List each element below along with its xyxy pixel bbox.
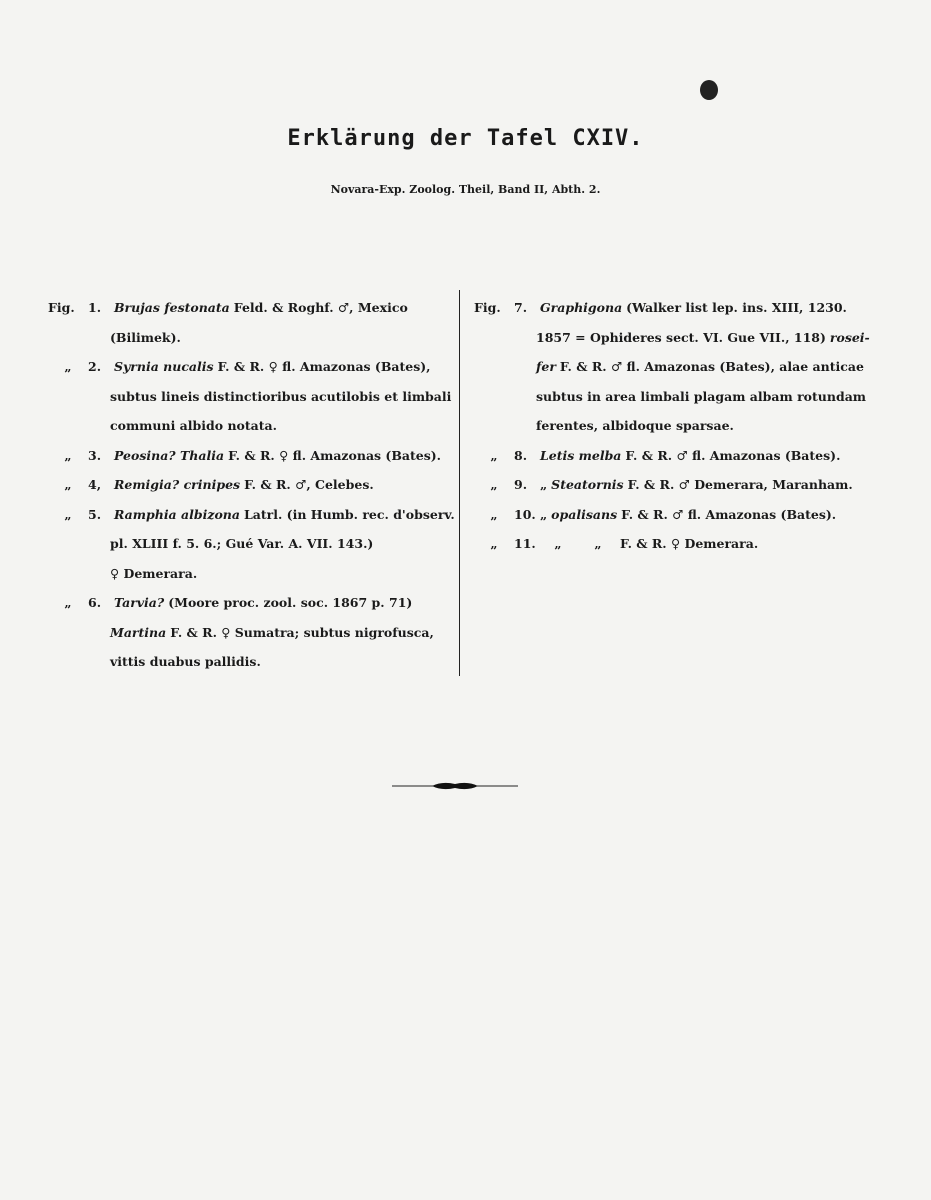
right-column — [474, 293, 884, 559]
entry-text: F. & R. ♀ Demerara. — [619, 536, 759, 551]
entry-line — [48, 647, 458, 677]
entry-line — [48, 618, 458, 648]
entry-text: F. & R. ♀ fl. Amazonas (Bates). — [228, 447, 442, 463]
entry-text: Latrl. (in Humb. rec. d'observ. — [243, 506, 455, 522]
fig-entry-4 — [48, 470, 458, 500]
fig-number: 2. — [88, 359, 102, 374]
entry-text: F. & R. ♂ fl. Amazonas (Bates), alae anticae — [559, 359, 864, 374]
entry-line — [474, 293, 884, 323]
entry-text: ferentes, albidoque sparsae. — [536, 418, 734, 433]
entry-line — [48, 559, 458, 589]
entry-text: F. & R. ♀ fl. Amazonas (Bates), — [217, 359, 431, 374]
species-name: opalisans — [551, 506, 618, 522]
fig-entry-10 — [474, 500, 884, 530]
entry-line — [474, 529, 884, 559]
species-name: rosei- — [829, 329, 870, 345]
fig-number: 9. — [514, 477, 528, 492]
species-name: Brujas festonata — [113, 300, 230, 315]
species-name: Syrnia nucalis — [113, 359, 214, 374]
entry-text: vittis duabus pallidis. — [110, 654, 261, 669]
ditto-mark: „ — [539, 477, 548, 492]
fig-entry-5 — [48, 500, 458, 589]
ditto-mark: „ — [64, 447, 72, 463]
entry-text: (Bilimek). — [110, 329, 181, 345]
ditto-mark: „ — [490, 447, 498, 463]
fig-entry-11 — [474, 529, 884, 559]
fig-number: 4, — [88, 477, 102, 492]
species-name: Remigia? crinipes — [113, 477, 241, 492]
species-name: Martina — [110, 624, 167, 640]
species-name: Graphigona — [539, 300, 623, 315]
ditto-mark: „ — [64, 595, 72, 610]
fig-entry-9 — [474, 470, 884, 500]
entry-text: subtus lineis distinctioribus acutilobis et limbali — [110, 388, 452, 404]
fig-number: 1. — [88, 300, 102, 315]
fig-number: 5. — [88, 506, 102, 522]
fig-label: Fig. — [474, 300, 501, 315]
entry-text: ♀ Demerara. — [110, 565, 198, 581]
entry-text: 1857 = Ophideres sect. VI. Gue VII., 118) — [536, 329, 826, 345]
entry-line — [474, 411, 884, 441]
entry-line — [48, 500, 458, 530]
ditto-mark: „ — [490, 477, 498, 492]
entry-line — [48, 470, 458, 500]
ditto-mark: „ — [554, 536, 562, 551]
species-name: Tarvia? — [113, 595, 165, 610]
entry-line — [474, 470, 884, 500]
entry-line — [48, 588, 458, 618]
entry-text: F. & R. ♀ Sumatra; subtus nigrofusca, — [170, 624, 434, 640]
ornament-divider — [392, 778, 518, 794]
fig-entry-2 — [48, 352, 458, 441]
column-divider — [459, 290, 460, 676]
entry-text: F. & R. ♂ fl. Amazonas (Bates). — [621, 506, 837, 522]
fig-entry-6 — [48, 588, 458, 677]
ditto-mark: „ — [539, 506, 548, 522]
ditto-mark: „ — [64, 477, 72, 492]
species-name: Peosina? Thalia — [113, 447, 225, 463]
entry-text: F. & R. ♂, Celebes. — [244, 477, 374, 492]
entry-line — [48, 323, 458, 353]
fig-entry-1 — [48, 293, 458, 352]
fig-number: 6. — [88, 595, 102, 610]
ditto-mark: „ — [64, 506, 72, 522]
fig-entry-3 — [48, 441, 458, 471]
species-name: Steatornis — [551, 477, 624, 492]
entry-line — [48, 441, 458, 471]
entry-text: Feld. & Roghf. ♂, Mexico — [233, 300, 408, 315]
entry-line — [48, 352, 458, 382]
entry-line — [474, 500, 884, 530]
entry-text: F. & R. ♂ Demerara, Maranham. — [627, 477, 853, 492]
page-subtitle: Novara-Exp. Zoolog. Theil, Band II, Abth. 2. — [330, 183, 601, 196]
entry-line — [474, 441, 884, 471]
ink-spot — [700, 80, 718, 100]
species-name: fer — [536, 359, 556, 374]
entry-line — [474, 323, 884, 353]
fig-number: 8. — [514, 447, 528, 463]
entry-line — [474, 382, 884, 412]
entry-text: (Walker list lep. ins. XIII, 1230. — [626, 300, 847, 315]
species-name: Letis melba — [539, 447, 622, 463]
entry-text: (Moore proc. zool. soc. 1867 p. 71) — [168, 595, 413, 610]
entry-text: pl. XLIII f. 5. 6.; Gué Var. A. VII. 143.) — [110, 536, 374, 551]
entry-text: subtus in area limbali plagam albam rotundam — [536, 388, 867, 404]
fig-label: Fig. — [48, 300, 75, 315]
ditto-mark: „ — [490, 506, 498, 522]
fig-number: 3. — [88, 447, 102, 463]
page-title: Erklärung der Tafel CXIV. — [287, 126, 644, 151]
entry-line — [48, 293, 458, 323]
entry-text: F. & R. ♂ fl. Amazonas (Bates). — [625, 447, 841, 463]
ditto-mark: „ — [490, 536, 498, 551]
fig-number: 7. — [514, 300, 528, 315]
fig-entry-7 — [474, 293, 884, 441]
left-column — [48, 293, 458, 677]
species-name: Ramphia albizona — [113, 506, 240, 522]
entry-line — [48, 382, 458, 412]
fig-number: 11. — [514, 536, 536, 551]
entry-line — [48, 529, 458, 559]
ditto-mark: „ — [594, 536, 602, 551]
ditto-mark: „ — [64, 359, 72, 374]
entry-text: communi albido notata. — [110, 418, 277, 433]
entry-line — [474, 352, 884, 382]
fig-number: 10. — [514, 506, 536, 522]
fig-entry-8 — [474, 441, 884, 471]
entry-line — [48, 411, 458, 441]
